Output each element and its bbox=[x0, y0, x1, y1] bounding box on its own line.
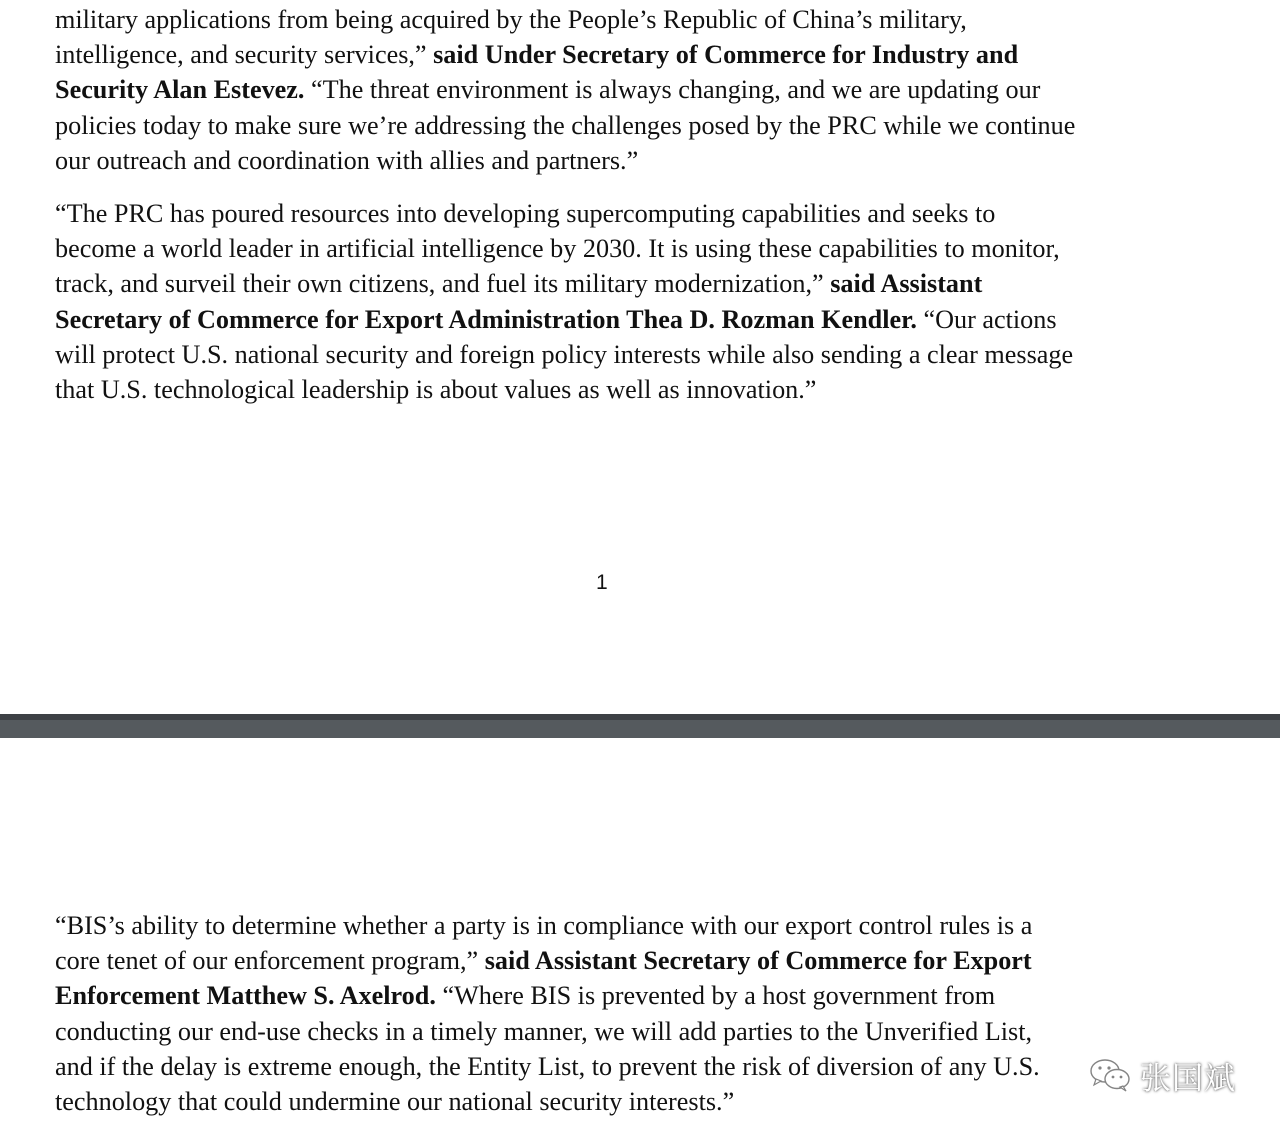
text-line bbox=[55, 978, 1185, 1013]
text-line: “BIS’s ability to determine whether a party is in compliance with our export control rules is a bbox=[55, 911, 1033, 940]
speaker-attribution: Security Alan Estevez. bbox=[55, 75, 305, 105]
text-line bbox=[55, 302, 1185, 337]
text-line: that U.S. technological leadership is about values as well as innovation.” bbox=[55, 375, 817, 405]
text-line bbox=[55, 37, 1185, 72]
quote-text: “Our actions bbox=[916, 304, 1057, 334]
speaker-attribution: Enforcement Matthew S. Axelrod. bbox=[55, 981, 436, 1011]
speaker-attribution: Secretary of Commerce for Export Administration Thea D. Rozman Kendler. bbox=[55, 304, 917, 334]
watermark bbox=[1088, 1050, 1248, 1100]
page-number: 1 bbox=[596, 571, 608, 594]
quote-text: core tenet of our enforcement program,” bbox=[55, 946, 485, 976]
text-line: our outreach and coordination with allies and partners.” bbox=[55, 145, 639, 175]
text-line bbox=[55, 266, 1185, 301]
text-line: conducting our end-use checks in a timely manner, we will add parties to the Unverified List, bbox=[55, 1016, 1033, 1046]
watermark-text: 张国斌 bbox=[1140, 1060, 1236, 1097]
text-line bbox=[55, 943, 1185, 978]
text-line: and if the delay is extreme enough, the Entity List, to prevent the risk of diversion of any U.S. bbox=[55, 1051, 1040, 1081]
speaker-attribution: said Assistant bbox=[830, 269, 983, 299]
paragraph-axelrod-quote bbox=[55, 908, 1185, 1119]
quote-text: “Where BIS is prevented by a host government from bbox=[435, 981, 996, 1011]
wechat-icon bbox=[1088, 1057, 1132, 1093]
text-line: become a world leader in artificial intelligence by 2030. It is using these capabilities to monitor, bbox=[55, 234, 1060, 264]
quote-text: track, and surveil their own citizens, and fuel its military modernization,” bbox=[55, 269, 831, 299]
text-line bbox=[55, 72, 1185, 107]
text-line: will protect U.S. national security and foreign policy interests while also sending a clear message bbox=[55, 339, 1074, 369]
paragraph-kendler-quote bbox=[55, 196, 1185, 407]
speaker-attribution: said Assistant Secretary of Commerce for Export bbox=[484, 946, 1032, 976]
paragraph-estevez-quote bbox=[55, 2, 1185, 178]
quote-text: intelligence, and security services,” bbox=[55, 40, 434, 70]
text-line: “The PRC has poured resources into developing supercomputing capabilities and seeks to bbox=[55, 199, 996, 228]
text-line: policies today to make sure we’re addressing the challenges posed by the PRC while we continue bbox=[55, 110, 1076, 140]
text-line: technology that could undermine our national security interests.” bbox=[55, 1087, 735, 1117]
quote-text: “The threat environment is always changing, and we are updating our bbox=[304, 75, 1041, 105]
speaker-attribution: said Under Secretary of Commerce for Industry and bbox=[433, 40, 1019, 70]
page-separator-shadow bbox=[0, 714, 1280, 720]
page-separator bbox=[0, 714, 1280, 738]
text-line: military applications from being acquired by the People’s Republic of China’s military, bbox=[55, 5, 967, 34]
